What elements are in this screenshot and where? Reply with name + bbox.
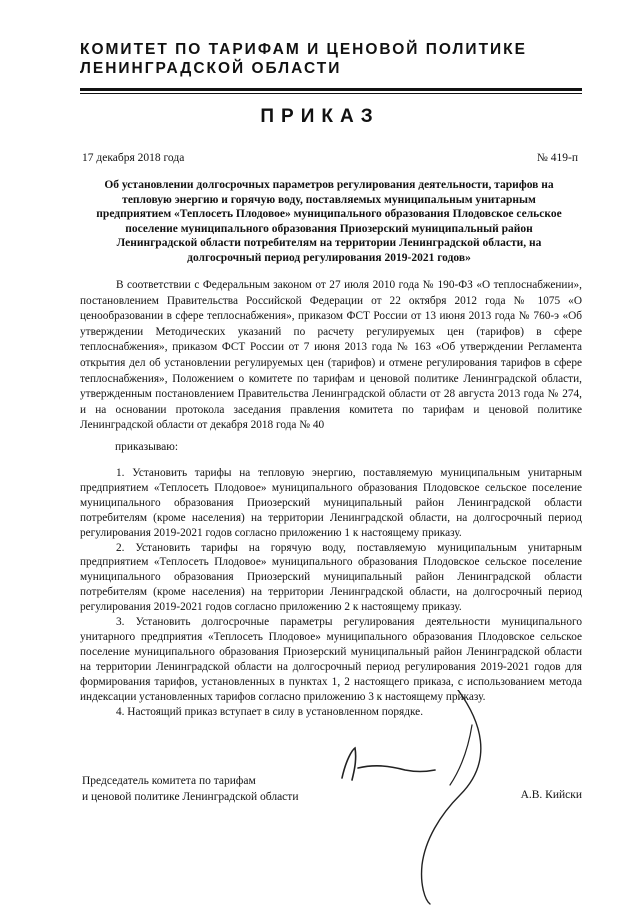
issuer-line-2: ЛЕНИНГРАДСКОЙ ОБЛАСТИ — [80, 60, 342, 77]
signatory-position-line-2: и ценовой политике Ленинградской области — [82, 791, 299, 803]
decree-word: приказываю: — [115, 441, 179, 453]
signatory-name: А.В. Кийски — [520, 789, 582, 801]
issuer-header — [80, 40, 580, 78]
decree-item-1: 1. Установить тарифы на тепловую энергию, поставляемую муниципальным унитарным предприятием «Теплосеть Плодовое» муниципального образования Плодовское сельское поселение муниципального образования Приозерский муниципальный район Ленинградской области потребителям (кроме населения) на территории Ленинградской области, на долгосрочный период регулирования 2019-2021 годов согласно приложению 1 к настоящему приказу. — [80, 467, 582, 539]
issuer-line-1: КОМИТЕТ ПО ТАРИФАМ И ЦЕНОВОЙ ПОЛИТИКЕ — [80, 41, 527, 58]
document-subject: Об установлении долгосрочных параметров регулирования деятельности, тарифов на тепловую энергию и горячую воду, поставляемых муниципальным унитарным предприятием «Теплосеть Плодовое» муниципального образования Плодовское сельское поселение муниципального образования Приозерский муниципальный район Ленинградской области потребителям на территории Ленинградской области, на долгосрочный период регулирования 2019-2021 годов» — [96, 179, 562, 264]
document-title: ПРИКАЗ — [260, 106, 380, 127]
document-number: № 419-п — [536, 152, 578, 164]
decree-item-2: 2. Установить тарифы на горячую воду, поставляемую муниципальным унитарным предприятием «Теплосеть Плодовое» муниципального образования Плодовское сельское поселение муниципального образования Приозерский муниципальный район Ленинградской области потребителям (кроме населения) на территории Ленинградской области, на долгосрочный период регулирования 2019-2021 годов согласно приложению 2 к настоящему приказу. — [80, 541, 582, 614]
header-divider-thick — [80, 88, 582, 91]
document-date: 17 декабря 2018 года — [82, 152, 185, 164]
header-divider-thin — [80, 93, 582, 94]
signatory-position-line-1: Председатель комитета по тарифам — [82, 775, 256, 787]
decree-items — [80, 466, 582, 719]
handwritten-signature — [330, 690, 530, 905]
preamble-paragraph: В соответствии с Федеральным законом от 27 июля 2010 года № 190-ФЗ «О теплоснабжении», постановлением Правительства Российской Федерации от 22 октября 2012 года № 1075 «О ценообразовании в сфере теплоснабжения», приказом ФСТ России от 13 июня 2013 года № 760-э «Об утверждении Методических указаний по расчету регулируемых цен (тарифов) в сфере теплоснабжения», приказом ФСТ России от 7 июня 2013 года № 163 «Об утверждении Регламента открытия дел об установлении регулируемых цен (тарифов) и отмене регулирования тарифов в сфере теплоснабжения», Положением о комитете по тарифам и ценовой политике Ленинградской области, утвержденным постановлением Правительства Ленинградской области от 28 августа 2013 года № 274, и на основании протокола заседания правления комитета по тарифам и ценовой политике Ленинградской области от декабря 2018 года № 40 — [80, 279, 582, 432]
signatory-position — [82, 773, 298, 805]
decree-item-3: 3. Установить долгосрочные параметры регулирования деятельности муниципального унитарного предприятия «Теплосеть Плодовое» муниципального образования Плодовское сельское поселение муниципального образования Приозерский муниципальный район Ленинградской области на территории Ленинградской области на долгосрочный период регулирования 2019-2021 годов для формирования тарифов, установленных в пунктах 1, 2 настоящего приказа, с использованием метода индексации установленных тарифов согласно приложению 3 к настоящему приказу. — [80, 616, 582, 703]
decree-item-4: 4. Настоящий приказ вступает в силу в установленном порядке. — [116, 705, 424, 718]
